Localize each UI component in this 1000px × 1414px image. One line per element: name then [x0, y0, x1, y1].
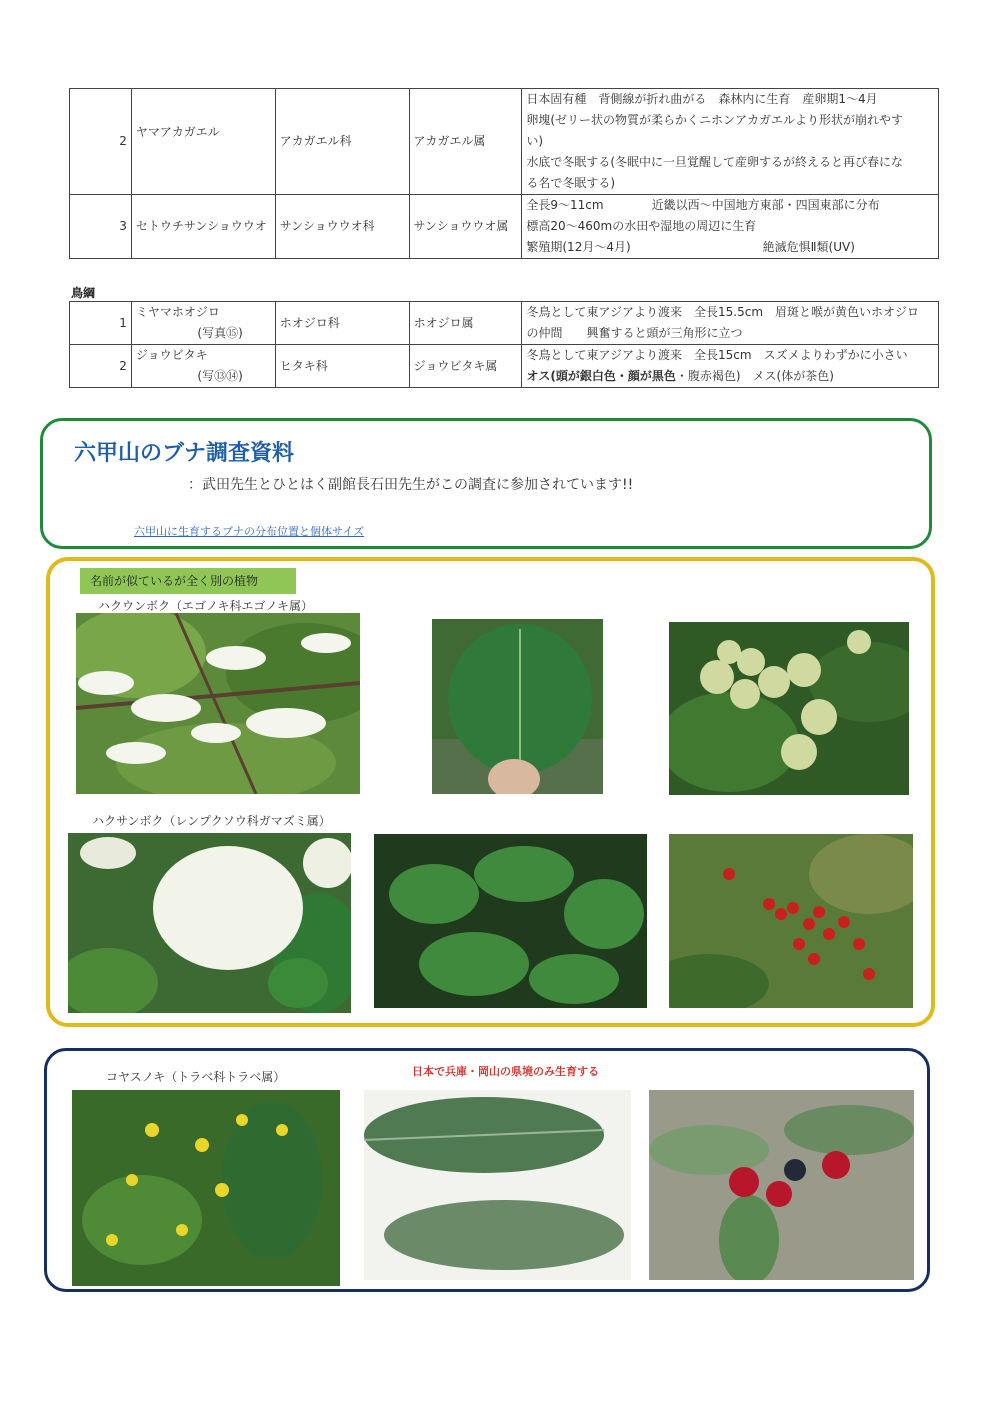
description-line: の仲間 興奮すると頭が三角形に立つ: [526, 326, 743, 340]
koyasunoki-leaves-photo: [364, 1090, 631, 1280]
photo-reference: (写⑬⑭): [197, 369, 243, 383]
family-name: ホオジロ科: [275, 302, 409, 345]
hakusanboku-berries-photo: [669, 834, 913, 1008]
family-name: ヒタキ科: [275, 345, 409, 388]
genus-name: ジョウビタキ属: [409, 345, 522, 388]
beech-distribution-link[interactable]: 六甲山に生育するブナの分布位置と個体サイズ: [134, 525, 365, 538]
beech-survey-note: ：武田先生とひとはく副館長石田先生がこの調査に参加されています!!: [188, 477, 634, 493]
description-line: [526, 366, 934, 387]
row-number: 2: [70, 89, 132, 195]
description-line: 冬鳥として東アジアより渡来 全長15.5cm 眉斑と喉が黄色いホオジロ: [526, 305, 920, 319]
koyasunoki-flowers-photo: [72, 1090, 340, 1286]
hakusanboku-caption: ハクサンボク（レンプクソウ科ガマズミ属）: [92, 814, 331, 828]
description-line: る名で冬眠する): [526, 176, 616, 190]
family-name: サンショウウオ科: [275, 195, 409, 259]
genus-name: サンショウウオ属: [409, 195, 522, 259]
description-line: 水底で冬眠する(冬眠中に一旦覚醒して産卵するが終えると再び春にな: [526, 155, 904, 169]
table-row: [70, 302, 939, 345]
description-line: 日本固有種 背側線が折れ曲がる 森林内に生育 産卵期1～4月: [526, 92, 878, 106]
table-row: [70, 195, 939, 259]
row-number: 3: [70, 195, 132, 259]
species-name: ジョウビタキ: [135, 348, 208, 362]
species-cell: [131, 302, 275, 345]
photo-reference: (写真⑮): [197, 326, 243, 340]
bird-section-label: 鳥綱: [71, 286, 96, 300]
genus-name: ホオジロ属: [409, 302, 522, 345]
koyasunoki-habitat-note: 日本で兵庫・岡山の県境のみ生育する: [412, 1065, 599, 1078]
description-bold: オス(頭が銀白色・顔が黒色: [526, 369, 676, 383]
description-rest: ・腹赤褐色) メス(体が茶色): [675, 369, 834, 383]
description-line: 繁殖期(12月～4月) 絶滅危惧Ⅱ類(UV): [526, 240, 855, 254]
description-line: 冬鳥として東アジアより渡来 全長15cm スズメよりわずかに小さい: [526, 348, 908, 362]
hakuunboku-leaf-photo: [432, 619, 603, 794]
table-row: [70, 345, 939, 388]
amphibian-table: [69, 88, 939, 259]
hakusanboku-flowers-photo: [68, 833, 351, 1013]
species-name: セトウチサンショウウオ: [131, 195, 275, 259]
description-line: い): [526, 134, 544, 148]
description: [522, 302, 939, 345]
description-line: 標高20～460mの水田や湿地の周辺に生育: [526, 219, 757, 233]
description: [522, 195, 939, 259]
description-line: 卵塊(ゼリー状の物質が柔らかくニホンアカガエルより形状が崩れやす: [526, 113, 903, 127]
hakuunboku-caption: ハクウンボク（エゴノキ科エゴノキ属）: [98, 599, 314, 613]
hakuunboku-fruits-photo: [669, 622, 909, 795]
koyasunoki-fruits-photo: [649, 1090, 914, 1280]
koyasunoki-caption: コヤスノキ（トラベ科トラベ属）: [106, 1070, 286, 1084]
species-name: ミヤマホオジロ: [135, 305, 220, 319]
hakuunboku-flowers-photo: [76, 613, 360, 794]
species-cell: [131, 345, 275, 388]
description-line: 全長9～11cm 近畿以西～中国地方東部・四国東部に分布: [526, 198, 880, 212]
family-name: アカガエル科: [275, 89, 409, 195]
bird-table: [69, 301, 939, 388]
table-row: [70, 89, 939, 195]
hakusanboku-leaves-photo: [374, 834, 647, 1008]
genus-name: アカガエル属: [409, 89, 522, 195]
row-number: 1: [70, 302, 132, 345]
description: [522, 345, 939, 388]
beech-survey-title: 六甲山のブナ調査資料: [74, 441, 295, 466]
row-number: 2: [70, 345, 132, 388]
description: [522, 89, 939, 195]
species-name: ヤマアカガエル: [131, 89, 275, 195]
similar-plants-badge: 名前が似ているが全く別の植物: [80, 568, 296, 594]
